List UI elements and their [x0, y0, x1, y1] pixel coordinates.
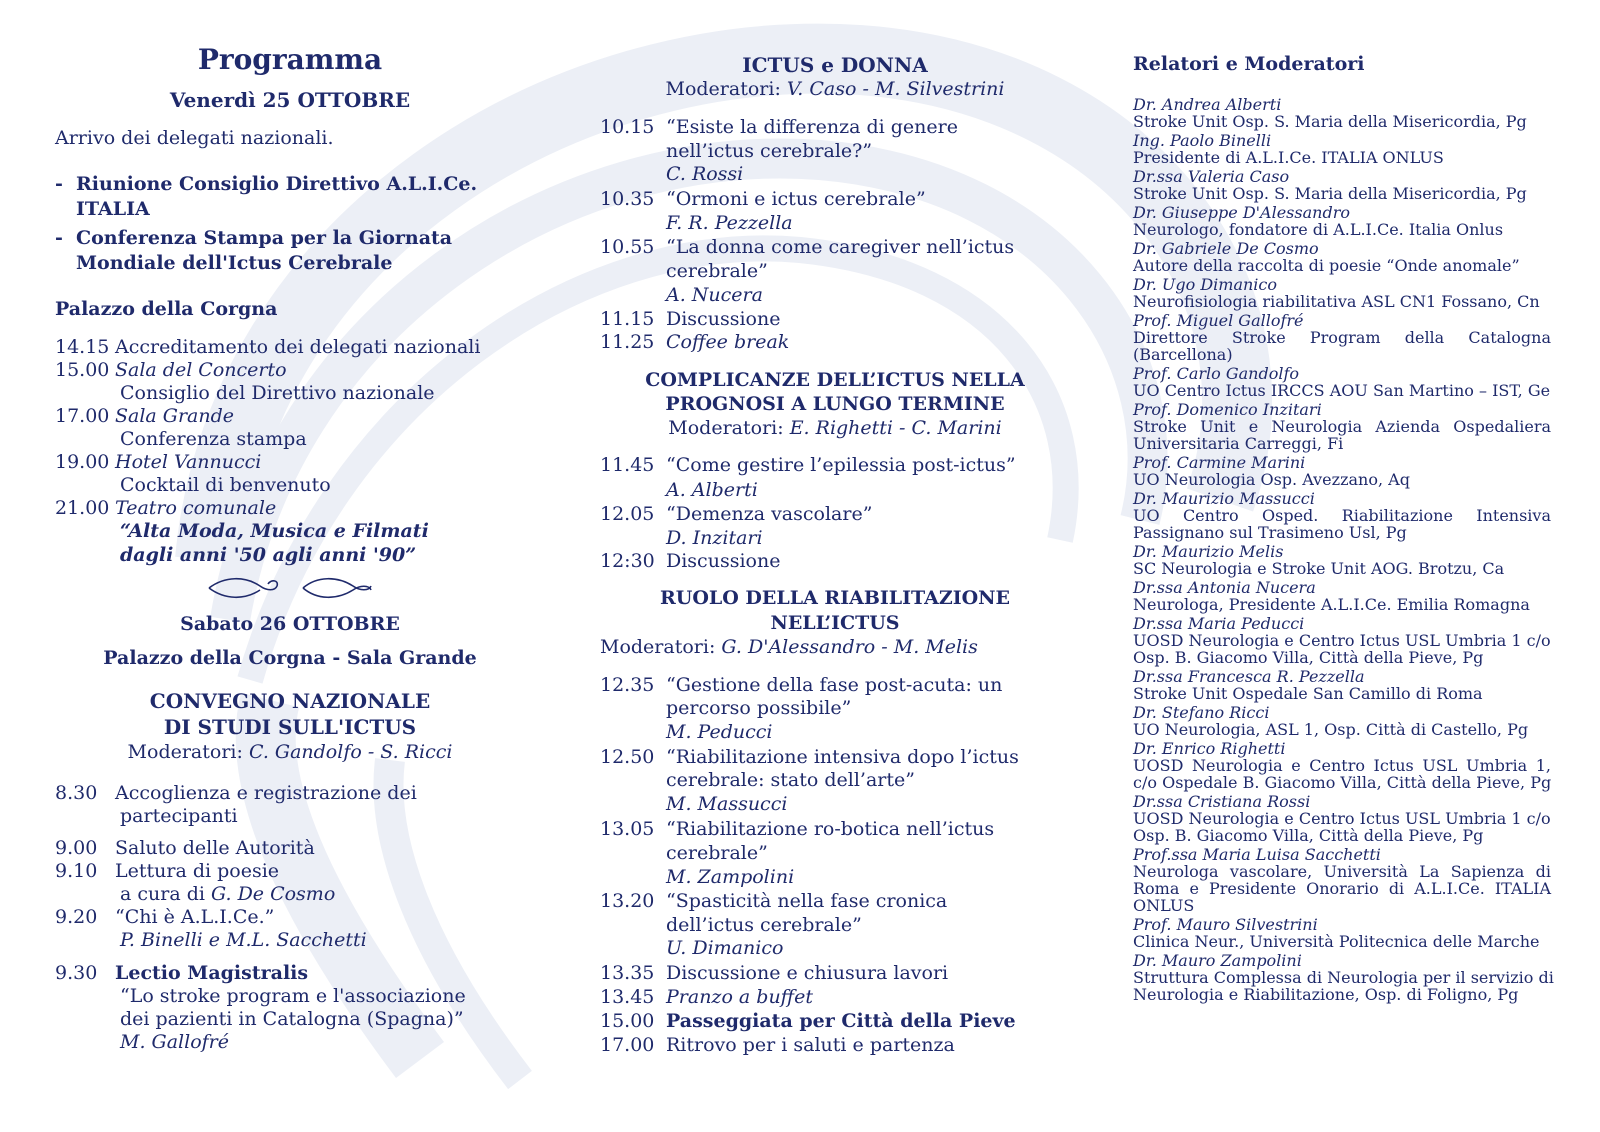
- speaker-entry: [1133, 401, 1551, 452]
- schedule-row: [600, 116, 958, 138]
- speaker-role: UO Neurologia Osp. Avezzano, Aq: [1133, 470, 1410, 489]
- talk-speaker: A. Nucera: [666, 284, 763, 306]
- talk-title: “Spasticità nella fase cronica: [666, 890, 948, 912]
- moderators-label: Moderatori:: [665, 78, 781, 100]
- time: 9.20: [55, 906, 98, 928]
- time: 17.00: [55, 405, 110, 427]
- speaker-role: Neurologa vascolare, Università La Sapienza di: [1133, 862, 1551, 881]
- talk-title: “Demenza vascolare”: [666, 503, 873, 525]
- speaker-role: UOSD Neurologia e Centro Ictus USL Umbria 1 c/o: [1133, 809, 1551, 828]
- moderators-names: G. D'Alessandro - M. Melis: [721, 636, 978, 658]
- event-text-prefix: a cura di: [120, 883, 205, 905]
- speaker-role: Roma e Presidente Onorario di A.L.I.Ce. ITALIA: [1133, 879, 1551, 898]
- speaker-role: UO Neurologia, ASL 1, Osp. Città di Castello, Pg: [1133, 720, 1529, 739]
- moderators-line: [600, 78, 1070, 100]
- schedule-row: [600, 1034, 955, 1056]
- section2-title-line2: PROGNOSI A LUNGO TERMINE: [665, 393, 1005, 415]
- speaker-name: Dr. Ugo Dimanico: [1133, 275, 1278, 294]
- schedule-row: [600, 818, 994, 840]
- time: 11.15: [600, 308, 655, 330]
- day2-heading: Sabato 26 OTTOBRE: [180, 613, 400, 635]
- event-text: Accoglienza e registrazione dei: [115, 782, 417, 804]
- speaker-entry: [1133, 312, 1551, 363]
- time: 15.00: [55, 359, 110, 381]
- schedule-row: [55, 405, 234, 427]
- schedule-row: [600, 308, 780, 330]
- talk-title: “Gestione della fase post-acuta: un: [666, 674, 1003, 696]
- talk-title: “Ormoni e ictus cerebrale”: [666, 188, 926, 210]
- event-text: Coffee break: [666, 331, 790, 353]
- bullet2-line1: Conferenza Stampa per la Giornata: [76, 227, 453, 249]
- time: 13.05: [600, 818, 655, 840]
- talk-speaker: M. Zampolini: [666, 866, 795, 888]
- speaker-entry: [1133, 204, 1551, 238]
- venue2-heading: Palazzo della Corgna - Sala Grande: [103, 647, 477, 669]
- speaker-role: UOSD Neurologia e Centro Ictus USL Umbria 1 c/o: [1133, 631, 1551, 650]
- time: 10.15: [600, 116, 655, 138]
- bullet-dash: -: [55, 173, 63, 195]
- speaker-role: UO Centro Ictus IRCCS AOU San Martino – IST, Ge: [1133, 381, 1551, 400]
- event-text: Discussione: [666, 550, 781, 572]
- show-title-line1: “Alta Moda, Musica e Filmati: [120, 520, 429, 542]
- speaker-role: Universitaria Carreggi, Fi: [1133, 434, 1344, 453]
- time: 8.30: [55, 782, 98, 804]
- speaker-name: Dr.ssa Valeria Caso: [1133, 167, 1290, 186]
- speaker-name: Dr. Mauro Zampolini: [1133, 951, 1302, 970]
- speakers-title: Relatori e Moderatori: [1133, 53, 1365, 75]
- time: 12.50: [600, 746, 655, 768]
- speaker-entry: [1133, 96, 1551, 130]
- schedule-row: [55, 451, 261, 473]
- section3-title-line1: RUOLO DELLA RIABILITAZIONE: [659, 587, 1011, 609]
- speaker-role: UO Centro Osped. Riabilitazione Intensiva: [1133, 506, 1551, 525]
- event-text: Ritrovo per i saluti e partenza: [666, 1034, 955, 1056]
- event-text: Discussione: [666, 308, 781, 330]
- speaker-name: Dr. Gabriele De Cosmo: [1133, 239, 1319, 258]
- moderators-names: C. Gandolfo - S. Ricci: [248, 741, 453, 763]
- speaker-role: Stroke Unit Ospedale San Camillo di Roma: [1133, 684, 1483, 703]
- speaker-name: Prof. Domenico Inzitari: [1133, 400, 1322, 419]
- speaker-name: Dr. Andrea Alberti: [1133, 95, 1282, 114]
- event-text: Discussione e chiusura lavori: [666, 962, 949, 984]
- schedule-row: [55, 962, 308, 984]
- talk-title: “Riabilitazione ro-botica nell’ictus: [666, 818, 995, 840]
- speaker-role: c/o Ospedale B. Giacomo Villa, Città della Pieve, Pg: [1133, 773, 1552, 792]
- time: 13.45: [600, 986, 655, 1008]
- speaker-entry: [1133, 490, 1551, 541]
- event-text: partecipanti: [120, 805, 238, 827]
- schedule-row: [600, 962, 948, 984]
- speaker-role: Struttura Complessa di Neurologia per il servizio di: [1133, 968, 1554, 987]
- event-text: Passeggiata per Città della Pieve: [666, 1010, 1016, 1032]
- speaker-role: Osp. B. Giacomo Villa, Città della Pieve, Pg: [1133, 648, 1484, 667]
- time: 10.55: [600, 236, 655, 258]
- day1-heading: Venerdì 25 OTTOBRE: [169, 88, 411, 112]
- event-text: dei pazienti in Catalogna (Spagna)”: [120, 1008, 464, 1030]
- event-author: G. De Cosmo: [210, 883, 336, 905]
- talk-title: cerebrale”: [666, 842, 768, 864]
- speaker-name: Dr. Giuseppe D'Alessandro: [1133, 203, 1350, 222]
- talk-title: cerebrale: stato dell’arte”: [666, 769, 915, 791]
- talk-speaker: C. Rossi: [666, 163, 744, 185]
- time: 11.25: [600, 331, 655, 353]
- time: 10.35: [600, 188, 655, 210]
- moderators-label: Moderatori:: [668, 417, 784, 439]
- speaker-entry: [1133, 846, 1551, 914]
- speaker-name: Dr.ssa Cristiana Rossi: [1133, 792, 1311, 811]
- talk-speaker: M. Massucci: [666, 793, 788, 815]
- talk-speaker: F. R. Pezzella: [666, 212, 793, 234]
- schedule-row: [600, 454, 1016, 476]
- event-author: P. Binelli e M.L. Sacchetti: [120, 929, 367, 951]
- moderators-line: [600, 417, 1070, 439]
- speaker-entry: [1133, 132, 1551, 166]
- schedule-row: [600, 550, 780, 572]
- speaker-name: Dr.ssa Francesca R. Pezzella: [1133, 667, 1365, 686]
- event-text: Conferenza stampa: [120, 428, 307, 450]
- lectio-title: Lectio Magistralis: [115, 962, 309, 984]
- speaker-entry: [1133, 793, 1551, 844]
- event-text: “Chi è A.L.I.Ce.”: [115, 906, 275, 928]
- bullet-dash: -: [55, 227, 63, 249]
- speaker-entry: [1133, 543, 1551, 577]
- speaker-entry: [1133, 454, 1551, 488]
- speaker-name: Dr. Maurizio Melis: [1133, 542, 1284, 561]
- schedule-row: [55, 782, 417, 804]
- time: 9.30: [55, 962, 98, 984]
- schedule-row: [55, 497, 276, 519]
- schedule-row: [55, 860, 279, 882]
- moderators-line: [600, 636, 978, 658]
- bullet2-line2: Mondiale dell'Ictus Cerebrale: [76, 252, 393, 274]
- speaker-role: Stroke Unit Osp. S. Maria della Misericordia, Pg: [1133, 112, 1527, 131]
- convegno-title-line2: DI STUDI SULL'ICTUS: [163, 715, 417, 739]
- speaker-name: Prof. Carlo Gandolfo: [1133, 364, 1300, 383]
- talk-speaker: D. Inzitari: [666, 527, 763, 549]
- talk-title: dell’ictus cerebrale”: [666, 914, 862, 936]
- event-text: [120, 883, 335, 905]
- moderators-names: E. Righetti - C. Marini: [789, 417, 1002, 439]
- speaker-role: UOSD Neurologia e Centro Ictus USL Umbria 1,: [1133, 756, 1551, 775]
- event-author: M. Gallofré: [120, 1031, 229, 1053]
- talk-title: cerebrale”: [666, 260, 768, 282]
- schedule-row: [600, 331, 789, 353]
- time: 15.00: [600, 1010, 655, 1032]
- talk-title: percorso possibile”: [666, 697, 852, 719]
- show-title-line2: dagli anni '50 agli anni '90”: [120, 544, 417, 566]
- talk-title: “Riabilitazione intensiva dopo l’ictus: [666, 746, 1019, 768]
- schedule-row: [600, 1010, 1016, 1032]
- schedule-row: [600, 236, 1014, 258]
- event-place: Teatro comunale: [115, 497, 277, 519]
- time: 13.35: [600, 962, 655, 984]
- event-text: Accreditamento dei delegati nazionali: [115, 336, 481, 358]
- schedule-row: [55, 837, 315, 859]
- speaker-role: Neurofisiologia riabilitativa ASL CN1 Fossano, Cn: [1133, 292, 1540, 311]
- section3-title-line2: NELL’ICTUS: [770, 612, 900, 634]
- bullet1-line1: Riunione Consiglio Direttivo A.L.I.Ce.: [76, 173, 478, 195]
- speaker-role: Presidente di A.L.I.Ce. ITALIA ONLUS: [1133, 148, 1444, 167]
- schedule-row: [600, 986, 813, 1008]
- venue1-heading: Palazzo della Corgna: [55, 298, 278, 320]
- talk-speaker: U. Dimanico: [666, 937, 784, 959]
- speaker-entry: [1133, 365, 1551, 399]
- speaker-entry: [1133, 951, 1554, 1004]
- speaker-role: Autore della raccolta di poesie “Onde anomale”: [1133, 256, 1520, 275]
- convegno-title-line1: CONVEGNO NAZIONALE: [149, 689, 431, 713]
- speaker-name: Prof. Mauro Silvestrini: [1133, 915, 1318, 934]
- moderators-label: Moderatori:: [600, 636, 716, 658]
- speaker-role: Passignano sul Trasimeno Usl, Pg: [1133, 523, 1407, 542]
- moderators-label: Moderatori:: [127, 741, 243, 763]
- speaker-role: Neurologa, Presidente A.L.I.Ce. Emilia Romagna: [1133, 595, 1530, 614]
- speaker-role: Stroke Unit e Neurologia Azienda Ospedaliera: [1133, 417, 1551, 436]
- time: 13.20: [600, 890, 655, 912]
- time: 21.00: [55, 497, 110, 519]
- speaker-role: Direttore Stroke Program della Catalogna: [1133, 328, 1551, 347]
- speaker-name: Ing. Paolo Binelli: [1133, 131, 1272, 150]
- event-text: Cocktail di benvenuto: [120, 474, 331, 496]
- speaker-entry: [1133, 276, 1551, 310]
- flourish-ornament: [205, 574, 375, 602]
- speaker-entry: [1133, 916, 1551, 950]
- program-title: Programma: [197, 43, 383, 76]
- schedule-row: [600, 890, 947, 912]
- time: 17.00: [600, 1034, 655, 1056]
- section2-title-line1: COMPLICANZE DELL’ICTUS NELLA: [645, 369, 1025, 391]
- time: 12.35: [600, 674, 655, 696]
- section1-title: ICTUS e DONNA: [742, 53, 928, 77]
- talk-title: “Esiste la differenza di genere: [666, 116, 958, 138]
- speaker-entry: [1133, 579, 1551, 613]
- speaker-name: Dr.ssa Antonia Nucera: [1133, 578, 1316, 597]
- speaker-role: (Barcellona): [1133, 345, 1233, 364]
- speakers-list: [1133, 95, 1554, 1005]
- speaker-name: Dr. Enrico Righetti: [1133, 739, 1286, 758]
- event-place: Sala del Concerto: [115, 359, 287, 381]
- speaker-role: SC Neurologia e Stroke Unit AOG. Brotzu, Ca: [1133, 559, 1505, 578]
- speaker-entry: [1133, 668, 1551, 702]
- speaker-name: Dr.ssa Maria Peducci: [1133, 614, 1305, 633]
- speaker-entry: [1133, 704, 1551, 738]
- schedule-row: [600, 746, 1019, 768]
- speaker-role: Osp. B. Giacomo Villa, Città della Pieve, Pg: [1133, 826, 1484, 845]
- talk-title: “La donna come caregiver nell’ictus: [666, 236, 1015, 258]
- time: 12:30: [600, 550, 655, 572]
- talk-speaker: A. Alberti: [666, 479, 758, 501]
- moderators-line: [55, 741, 525, 763]
- speaker-role: Neurologia e Riabilitazione, Osp. di Foligno, Pg: [1133, 985, 1519, 1004]
- bullet1-line2: ITALIA: [76, 198, 150, 220]
- speaker-role: Neurologo, fondatore di A.L.I.Ce. Italia Onlus: [1133, 220, 1504, 239]
- speaker-name: Prof. Miguel Gallofré: [1133, 311, 1304, 330]
- time: 19.00: [55, 451, 110, 473]
- schedule-row: [55, 359, 287, 381]
- arrival-text: Arrivo dei delegati nazionali.: [55, 127, 334, 149]
- speaker-name: Dr. Maurizio Massucci: [1133, 489, 1315, 508]
- time: 9.10: [55, 860, 98, 882]
- speaker-entry: [1133, 240, 1551, 274]
- speaker-name: Prof. Carmine Marini: [1133, 453, 1306, 472]
- event-text: Saluto delle Autorità: [115, 837, 315, 859]
- talk-speaker: M. Peducci: [666, 721, 773, 743]
- speaker-entry: [1133, 168, 1551, 202]
- time: 11.45: [600, 454, 655, 476]
- speaker-role: ONLUS: [1133, 896, 1195, 915]
- talk-title: “Come gestire l’epilessia post-ictus”: [666, 454, 1016, 476]
- schedule-row: [600, 503, 872, 525]
- talk-title: nell’ictus cerebrale?”: [666, 140, 873, 162]
- speaker-name: Prof.ssa Maria Luisa Sacchetti: [1133, 845, 1381, 864]
- moderators-names: V. Caso - M. Silvestrini: [786, 78, 1005, 100]
- time: 9.00: [55, 837, 98, 859]
- speaker-entry: [1133, 615, 1551, 666]
- time: 14.15: [55, 336, 110, 358]
- speaker-entry: [1133, 740, 1551, 791]
- event-place: Sala Grande: [115, 405, 235, 427]
- speaker-name: Dr. Stefano Ricci: [1133, 703, 1270, 722]
- event-text: “Lo stroke program e l'associazione: [120, 985, 466, 1007]
- schedule-row: [600, 674, 1002, 696]
- time: 12.05: [600, 503, 655, 525]
- event-text: Pranzo a buffet: [666, 986, 814, 1008]
- schedule-row: [55, 336, 480, 358]
- schedule-row: [55, 906, 274, 928]
- speaker-role: Clinica Neur., Università Politecnica delle Marche: [1133, 932, 1540, 951]
- event-text: Lettura di poesie: [115, 860, 280, 882]
- speaker-role: Stroke Unit Osp. S. Maria della Misericordia, Pg: [1133, 184, 1527, 203]
- event-text: Consiglio del Direttivo nazionale: [120, 382, 435, 404]
- event-place: Hotel Vannucci: [115, 451, 262, 473]
- schedule-row: [600, 188, 926, 210]
